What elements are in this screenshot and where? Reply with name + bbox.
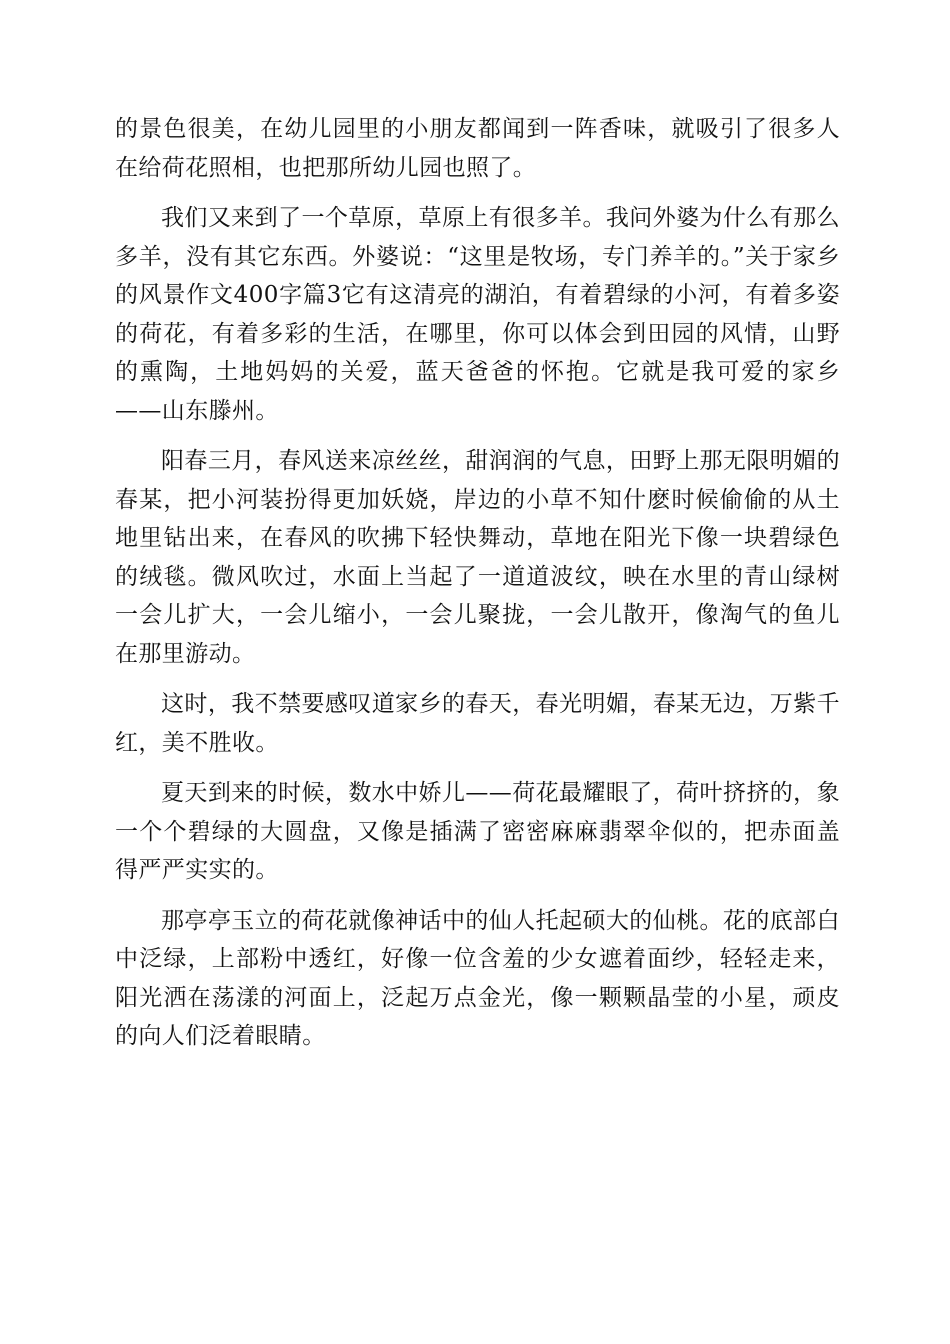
paragraph: 阳春三月，春风送来凉丝丝，甜润润的气息，田野上那无限明媚的春某，把小河装扮得更加妖娆，岸边的小草不知什麽时候偷偷的从土地里钻出来，在春风的吹拂下轻快舞动，草地在阳光下像一块碧绿色的绒毯。微风吹过，水面上当起了一道道波纹，映在水里的青山绿树一会儿扩大，一会儿缩小，一会儿聚拢，一会儿散开，像淘气的鱼儿在那里游动。	[115, 448, 840, 667]
paragraph-continuation: 的景色很美，在幼儿园里的小朋友都闻到一阵香味，就吸引了很多人在给荷花照相，也把那所幼儿园也照了。	[115, 116, 840, 181]
paragraph: 夏天到来的时候，数水中娇儿——荷花最耀眼了，荷叶挤挤的，象一个个碧绿的大圆盘，又像是插满了密密麻麻翡翠伞似的，把赤面盖得严严实实的。	[115, 780, 840, 883]
paragraph: 那亭亭玉立的荷花就像神话中的仙人托起硕大的仙桃。花的底部白中泛绿，上部粉中透红，好像一位含羞的少女遮着面纱，轻轻走来，阳光洒在荡漾的河面上，泛起万点金光，像一颗颗晶莹的小星，顽皮的向人们泛着眼睛。	[115, 907, 840, 1049]
document-body	[115, 110, 840, 1068]
paragraph: 我们又来到了一个草原，草原上有很多羊。我问外婆为什么有那么多羊，没有其它东西。外婆说：“这里是牧场，专门养羊的。”关于家乡的风景作文400字篇3它有这清亮的湖泊，有着碧绿的小河，有着多姿的荷花，有着多彩的生活，在哪里，你可以体会到田园的风情，山野的熏陶，土地妈妈的关爱，蓝天爸爸的怀抱。它就是我可爱的家乡——山东滕州。	[115, 205, 840, 424]
paragraph: 这时，我不禁要感叹道家乡的春天，春光明媚，春某无边，万紫千红，美不胜收。	[115, 691, 840, 756]
